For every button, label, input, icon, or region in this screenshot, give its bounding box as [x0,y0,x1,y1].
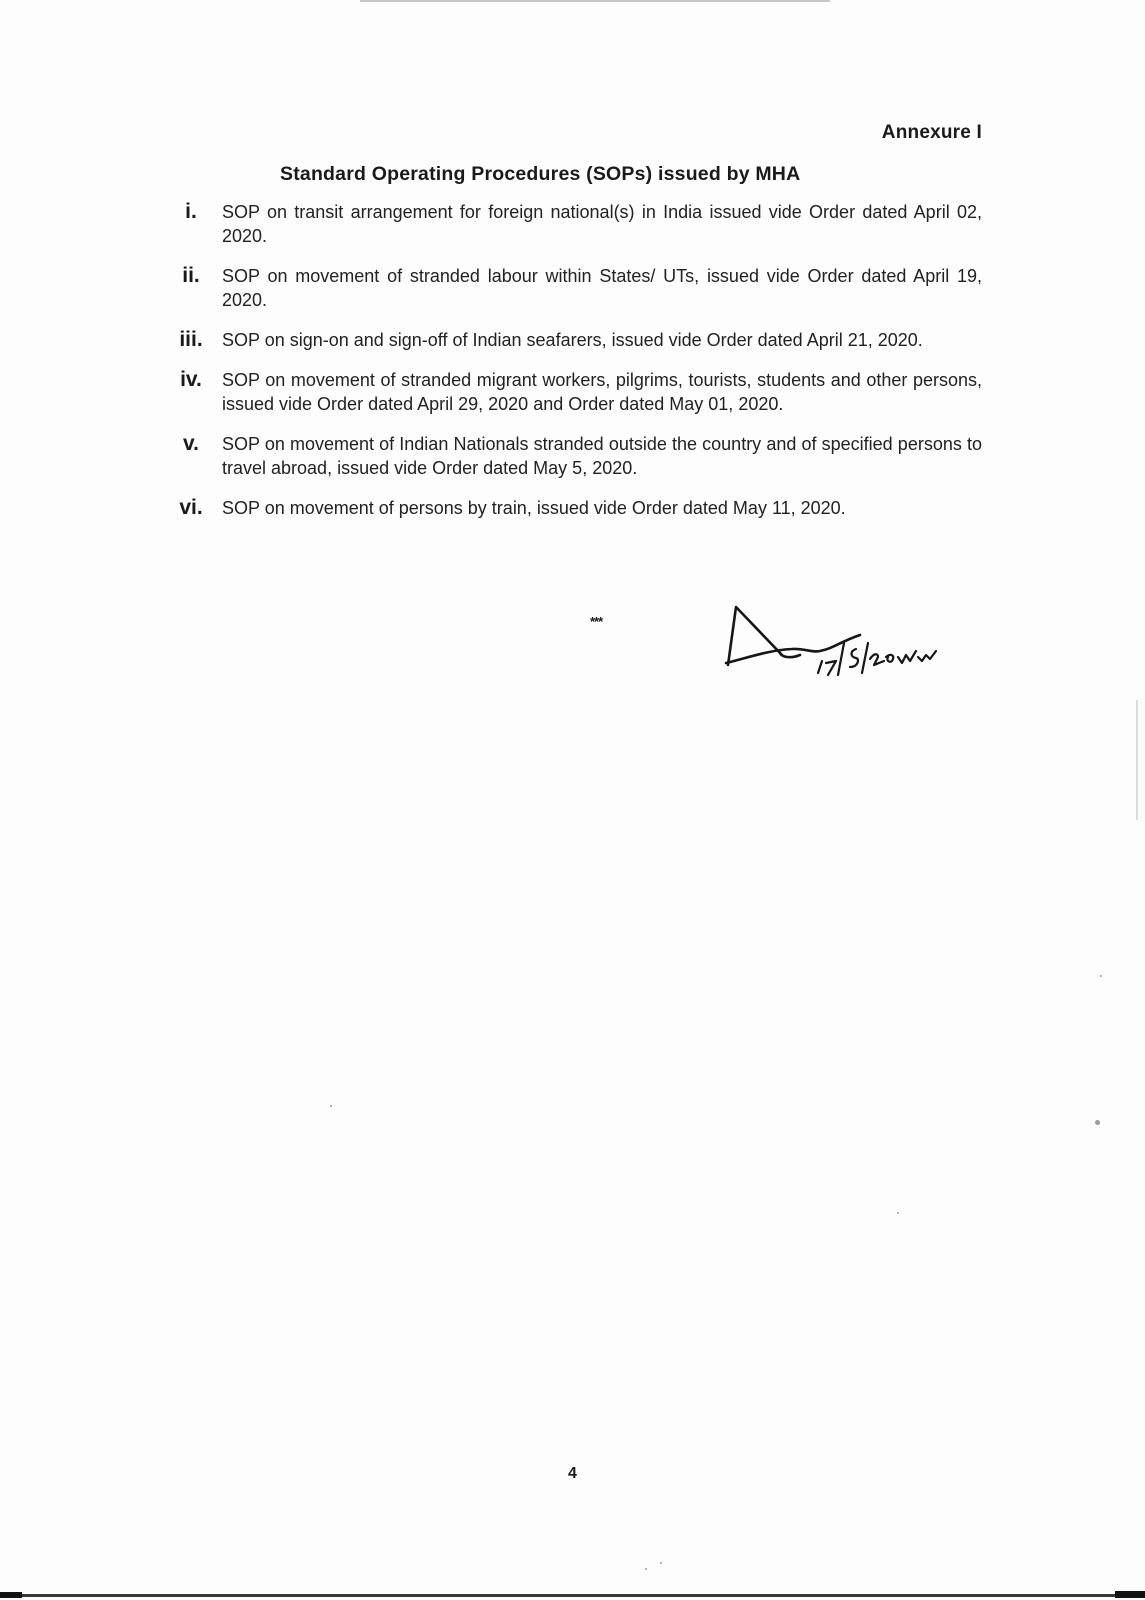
list-item-text: SOP on transit arrangement for foreign national(s) in India issued vide Order dated April 02, 2020. [222,202,982,246]
list-item-number: ii. [182,264,200,287]
scan-speck [645,1568,647,1570]
list-item-text: SOP on movement of Indian Nationals stranded outside the country and of specified persons to travel abroad, issued vide Order dated May 5, 2020. [222,434,982,478]
list-item-number: iv. [180,368,202,391]
list-item-number: iii. [179,328,203,351]
scan-speck [660,1562,662,1564]
list-item-number: vi. [179,496,203,519]
list-item-number: v. [183,432,199,455]
list-item-text: SOP on sign-on and sign-off of Indian seafarers, issued vide Order dated April 21, 2020. [222,330,923,350]
handwritten-signature [720,605,960,700]
list-item-text: SOP on movement of stranded migrant workers, pilgrims, tourists, students and other persons, issued vide Order dated April 29, 2020 and Order dated May 01, 2020. [222,370,982,414]
sop-list [160,200,982,536]
page-number: 4 [568,1465,577,1482]
list-item [160,328,982,352]
list-item [160,264,982,312]
list-item-text: SOP on movement of stranded labour within States/ UTs, issued vide Order dated April 19, 2020. [222,266,982,310]
scan-top-edge [360,0,830,2]
list-item [160,368,982,416]
scan-bottom-edge [0,1594,1145,1597]
document-title: Standard Operating Procedures (SOPs) issued by MHA [280,163,801,185]
list-item-text: SOP on movement of persons by train, issued vide Order dated May 11, 2020. [222,498,846,518]
scan-speck [1100,975,1102,977]
list-item [160,496,982,520]
scan-speck [1095,1120,1100,1125]
annexure-label: Annexure I [881,122,982,143]
section-separator: *** [590,614,603,629]
scan-right-edge [1136,700,1138,820]
scan-speck [330,1105,332,1107]
list-item [160,432,982,480]
scan-speck [897,1212,899,1214]
list-item [160,200,982,248]
list-item-number: i. [185,200,197,223]
